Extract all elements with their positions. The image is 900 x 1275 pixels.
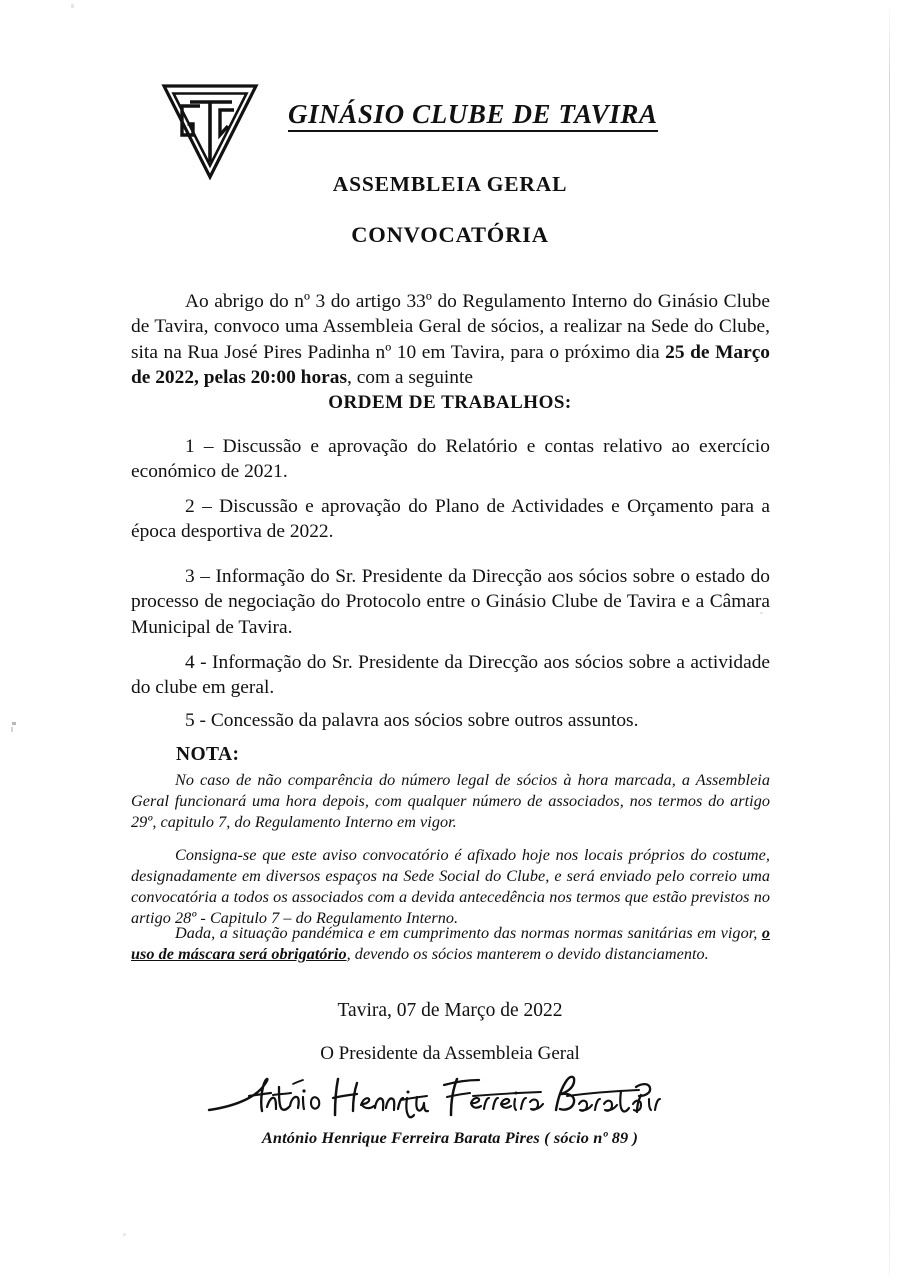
signer-name: António Henrique Ferreira Barata Pires ( sócio nº 89 ) xyxy=(261,1128,639,1147)
pandemic-text-before: Dada, a situação pandémica e em cumprimento das normas normas sanitárias em vigor, xyxy=(175,924,762,942)
scan-speck xyxy=(12,722,16,725)
agenda-item xyxy=(131,708,770,733)
note-label: NOTA: xyxy=(176,744,240,765)
intro-paragraph xyxy=(131,289,770,390)
scan-speck xyxy=(71,4,74,8)
note-paragraph xyxy=(131,845,770,929)
note-paragraph-text: No caso de não comparência do número legal de sócios à hora marcada, a Assembleia Geral funcionará uma hora depois, com qualquer número de associados, nos termos do artigo 29º, capitulo 7, do Regulamento Interno em vigor. xyxy=(131,771,770,832)
agenda-item-text: 2 – Discussão e aprovação do Plano de Actividades e Orçamento para a época desportiva de 2022. xyxy=(131,496,770,543)
club-logo-icon xyxy=(160,80,260,180)
agenda-item xyxy=(131,650,770,701)
heading-assembly: ASSEMBLEIA GERAL xyxy=(332,172,568,196)
agenda-item xyxy=(131,564,770,640)
heading-notice: CONVOCATÓRIA xyxy=(351,222,549,247)
agenda-item-text: 4 - Informação do Sr. Presidente da Direcção aos sócios sobre a actividade do clube em geral. xyxy=(131,652,770,699)
agenda-item xyxy=(131,494,770,545)
agenda-item-text: 1 – Discussão e aprovação do Relatório e contas relativo ao exercício económico de 2021. xyxy=(131,436,770,483)
page-title: GINÁSIO CLUBE DE TAVIRA xyxy=(288,100,658,132)
signature-image xyxy=(205,1065,665,1127)
pandemic-text-after: , devendo os sócios manterem o devido distanciamento. xyxy=(346,945,709,964)
intro-text-after: , com a seguinte xyxy=(347,366,474,388)
agenda-item-text: 3 – Informação do Sr. Presidente da Direcção aos sócios sobre o estado do processo de negociação do Protocolo entre o Ginásio Clube de Tavira e a Câmara Municipal de Tavira. xyxy=(131,566,770,638)
note-paragraph-text: Consigna-se que este aviso convocatório é afixado hoje nos locais próprios do costume, designadamente em diversos espaços na Sede Social do Clube, e será enviado pelo correio uma convocatória a todos os associados com a devida antecedência nos termos que estão previstos no artigo 28º - Capitulo 7 – do Regulamento Interno. xyxy=(131,846,770,928)
intro-date-emphasis: 25 de Março de 2022, pelas 20:00 horas xyxy=(131,341,770,388)
agenda-item xyxy=(131,434,770,485)
agenda-item-text: 5 - Concessão da palavra aos sócios sobre outros assuntos. xyxy=(185,710,639,731)
pandemic-mask-emphasis: o uso de máscara será obrigatório xyxy=(131,924,770,964)
heading-agenda: ORDEM DE TRABALHOS: xyxy=(328,392,572,413)
scan-speck xyxy=(11,727,13,732)
closing-role: O Presidente da Assembleia Geral xyxy=(320,1043,580,1064)
intro-text-before: Ao abrigo do nº 3 do artigo 33º do Regulamento Interno do Ginásio Clube de Tavira, convoco uma Assembleia Geral de sócios, a realizar na Sede do Clube, sita na Rua José Pires Padinha nº 10 em Tavira, para o próximo dia xyxy=(131,291,770,363)
note-paragraph-pandemic xyxy=(131,923,770,965)
scan-speck xyxy=(123,1233,126,1236)
closing-date: Tavira, 07 de Março de 2022 xyxy=(337,1000,563,1021)
note-paragraph xyxy=(131,770,770,833)
